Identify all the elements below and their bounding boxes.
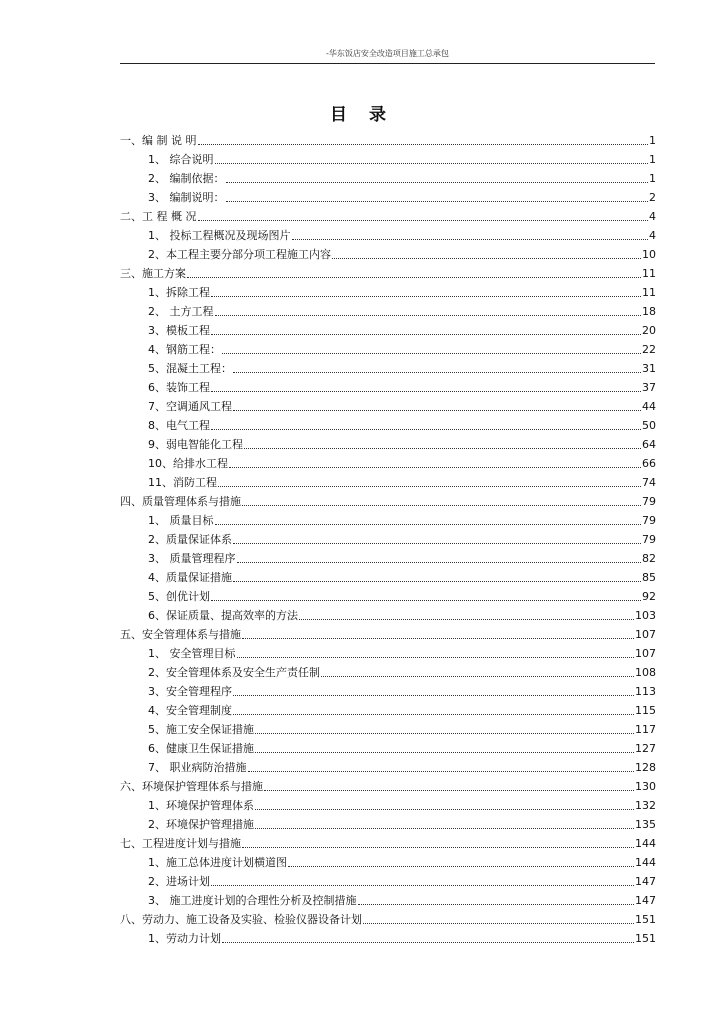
toc-page-number: 31 <box>642 362 656 375</box>
toc-page-number: 82 <box>642 552 656 565</box>
dot-leader <box>358 904 635 905</box>
toc-section-entry[interactable] <box>120 663 656 682</box>
toc-chapter-entry[interactable] <box>120 264 656 283</box>
dot-leader <box>222 942 634 943</box>
toc-entry-label: 6、健康卫生保证措施 <box>148 742 254 755</box>
toc-section-entry[interactable] <box>120 796 656 815</box>
toc-page-number: 115 <box>635 704 656 717</box>
toc-page-number: 135 <box>635 818 656 831</box>
dot-leader <box>237 562 642 563</box>
dot-leader <box>215 315 642 316</box>
dot-leader <box>211 885 634 886</box>
dot-leader <box>211 600 641 601</box>
toc-entry-label: 1、 安全管理目标 <box>148 647 236 660</box>
dot-leader <box>242 847 634 848</box>
toc-entry-label: 三、施工方案 <box>120 267 186 280</box>
toc-section-entry[interactable] <box>120 416 656 435</box>
toc-section-entry[interactable] <box>120 226 656 245</box>
toc-chapter-entry[interactable] <box>120 834 656 853</box>
toc-section-entry[interactable] <box>120 872 656 891</box>
toc-page-number: 1 <box>649 134 656 147</box>
toc-entry-label: 1、环境保护管理体系 <box>148 799 254 812</box>
toc-section-entry[interactable] <box>120 473 656 492</box>
toc-entry-label: 2、安全管理体系及安全生产责任制 <box>148 666 320 679</box>
dot-leader <box>222 353 641 354</box>
toc-page-number: 20 <box>642 324 656 337</box>
dot-leader <box>211 296 641 297</box>
toc-page-number: 107 <box>635 647 656 660</box>
toc-page-number: 144 <box>635 856 656 869</box>
toc-section-entry[interactable] <box>120 568 656 587</box>
dot-leader <box>187 277 641 278</box>
toc-section-entry[interactable] <box>120 530 656 549</box>
toc-page-number: 64 <box>642 438 656 451</box>
toc-section-entry[interactable] <box>120 321 656 340</box>
toc-page-number: 147 <box>635 875 656 888</box>
table-of-contents <box>120 131 656 948</box>
toc-entry-label: 六、环境保护管理体系与措施 <box>120 780 263 793</box>
toc-page-number: 11 <box>642 286 656 299</box>
toc-section-entry[interactable] <box>120 454 656 473</box>
dot-leader <box>211 429 641 430</box>
toc-page-number: 22 <box>642 343 656 356</box>
toc-chapter-entry[interactable] <box>120 625 656 644</box>
toc-page-number: 37 <box>642 381 656 394</box>
toc-chapter-entry[interactable] <box>120 207 656 226</box>
toc-section-entry[interactable] <box>120 150 656 169</box>
dot-leader <box>299 619 634 620</box>
dot-leader <box>198 144 649 145</box>
toc-entry-label: 八、劳动力、施工设备及实验、检验仪器设备计划 <box>120 913 362 926</box>
toc-section-entry[interactable] <box>120 169 656 188</box>
dot-leader <box>226 182 649 183</box>
toc-entry-label: 8、电气工程 <box>148 419 210 432</box>
dot-leader <box>198 220 649 221</box>
dot-leader <box>229 467 641 468</box>
toc-entry-label: 7、空调通风工程 <box>148 400 232 413</box>
dot-leader <box>237 657 635 658</box>
toc-page-number: 128 <box>635 761 656 774</box>
toc-page-number: 4 <box>649 229 656 242</box>
dot-leader <box>244 448 641 449</box>
toc-section-entry[interactable] <box>120 815 656 834</box>
toc-entry-label: 3、安全管理程序 <box>148 685 232 698</box>
dot-leader <box>215 163 649 164</box>
toc-section-entry[interactable] <box>120 359 656 378</box>
toc-page-number: 74 <box>642 476 656 489</box>
dot-leader <box>211 334 641 335</box>
toc-entry-label: 2、本工程主要分部分项工程施工内容 <box>148 248 331 261</box>
toc-page-number: 132 <box>635 799 656 812</box>
toc-page-number: 127 <box>635 742 656 755</box>
toc-page-number: 2 <box>649 191 656 204</box>
page-title: 目 录 <box>330 105 394 125</box>
toc-page-number: 108 <box>635 666 656 679</box>
toc-page-number: 1 <box>649 153 656 166</box>
dot-leader <box>255 809 634 810</box>
toc-page-number: 10 <box>642 248 656 261</box>
dot-leader <box>288 866 634 867</box>
toc-section-entry[interactable] <box>120 340 656 359</box>
toc-entry-label: 4、安全管理制度 <box>148 704 232 717</box>
dot-leader <box>242 638 634 639</box>
toc-entry-label: 6、保证质量、提高效率的方法 <box>148 609 298 622</box>
dot-leader <box>255 752 634 753</box>
toc-page-number: 85 <box>642 571 656 584</box>
toc-page-number: 147 <box>635 894 656 907</box>
toc-entry-label: 2、质量保证体系 <box>148 533 232 546</box>
toc-chapter-entry[interactable] <box>120 777 656 796</box>
toc-page-number: 44 <box>642 400 656 413</box>
toc-page-number: 4 <box>649 210 656 223</box>
dot-leader <box>363 923 634 924</box>
dot-leader <box>215 524 642 525</box>
dot-leader <box>233 543 641 544</box>
toc-section-entry[interactable] <box>120 302 656 321</box>
toc-entry-label: 7、 职业病防治措施 <box>148 761 247 774</box>
toc-page-number: 79 <box>642 533 656 546</box>
toc-section-entry[interactable] <box>120 720 656 739</box>
toc-entry-label: 1、施工总体进度计划横道图 <box>148 856 287 869</box>
toc-entry-label: 5、混凝土工程： <box>148 362 232 375</box>
toc-page-number: 66 <box>642 457 656 470</box>
dot-leader <box>233 410 641 411</box>
toc-entry-label: 2、环境保护管理措施 <box>148 818 254 831</box>
toc-section-entry[interactable] <box>120 682 656 701</box>
toc-entry-label: 2、 编制依据： <box>148 172 225 185</box>
toc-entry-label: 3、 质量管理程序 <box>148 552 236 565</box>
dot-leader <box>255 733 634 734</box>
toc-section-entry[interactable] <box>120 549 656 568</box>
toc-entry-label: 9、弱电智能化工程 <box>148 438 243 451</box>
toc-entry-label: 1、 投标工程概况及现场图片 <box>148 229 291 242</box>
toc-section-entry[interactable] <box>120 245 656 264</box>
toc-entry-label: 3、 编制说明： <box>148 191 225 204</box>
dot-leader <box>255 828 634 829</box>
toc-chapter-entry[interactable] <box>120 131 656 150</box>
toc-page-number: 113 <box>635 685 656 698</box>
toc-entry-label: 二、工 程 概 况 <box>120 210 197 223</box>
toc-page-number: 103 <box>635 609 656 622</box>
toc-entry-label: 1、拆除工程 <box>148 286 210 299</box>
dot-leader <box>233 714 634 715</box>
toc-page-number: 107 <box>635 628 656 641</box>
toc-entry-label: 2、进场计划 <box>148 875 210 888</box>
toc-section-entry[interactable] <box>120 606 656 625</box>
toc-section-entry[interactable] <box>120 853 656 872</box>
toc-section-entry[interactable] <box>120 644 656 663</box>
toc-page-number: 151 <box>635 932 656 945</box>
toc-entry-label: 2、 土方工程 <box>148 305 214 318</box>
toc-entry-label: 10、给排水工程 <box>148 457 228 470</box>
toc-section-entry[interactable] <box>120 397 656 416</box>
toc-page-number: 151 <box>635 913 656 926</box>
toc-section-entry[interactable] <box>120 758 656 777</box>
dot-leader <box>211 391 641 392</box>
toc-page-number: 79 <box>642 495 656 508</box>
toc-entry-label: 4、质量保证措施 <box>148 571 232 584</box>
toc-entry-label: 五、安全管理体系与措施 <box>120 628 241 641</box>
toc-entry-label: 1、 质量目标 <box>148 514 214 527</box>
toc-entry-label: 5、施工安全保证措施 <box>148 723 254 736</box>
page-header: -华东饭店安全改造项目施工总承包 <box>326 49 449 58</box>
toc-entry-label: 1、 综合说明 <box>148 153 214 166</box>
toc-section-entry[interactable] <box>120 739 656 758</box>
toc-page-number: 50 <box>642 419 656 432</box>
toc-section-entry[interactable] <box>120 511 656 530</box>
toc-section-entry[interactable] <box>120 188 656 207</box>
toc-page-number: 18 <box>642 305 656 318</box>
toc-page-number: 79 <box>642 514 656 527</box>
dot-leader <box>218 486 641 487</box>
toc-entry-label: 5、创优计划 <box>148 590 210 603</box>
dot-leader <box>321 676 634 677</box>
dot-leader <box>248 771 635 772</box>
toc-entry-label: 1、劳动力计划 <box>148 932 221 945</box>
toc-page-number: 92 <box>642 590 656 603</box>
toc-page-number: 144 <box>635 837 656 850</box>
dot-leader <box>233 372 641 373</box>
toc-section-entry[interactable] <box>120 891 656 910</box>
toc-entry-label: 6、装饰工程 <box>148 381 210 394</box>
toc-entry-label: 4、钢筋工程： <box>148 343 221 356</box>
header-divider <box>120 63 655 64</box>
toc-page-number: 130 <box>635 780 656 793</box>
toc-entry-label: 七、工程进度计划与措施 <box>120 837 241 850</box>
dot-leader <box>242 505 641 506</box>
toc-entry-label: 3、模板工程 <box>148 324 210 337</box>
toc-section-entry[interactable] <box>120 435 656 454</box>
dot-leader <box>292 239 649 240</box>
dot-leader <box>233 695 634 696</box>
toc-section-entry[interactable] <box>120 701 656 720</box>
toc-section-entry[interactable] <box>120 378 656 397</box>
toc-page-number: 1 <box>649 172 656 185</box>
dot-leader <box>332 258 641 259</box>
toc-entry-label: 3、 施工进度计划的合理性分析及控制措施 <box>148 894 357 907</box>
toc-entry-label: 一、编 制 说 明 <box>120 134 197 147</box>
toc-section-entry[interactable] <box>120 929 656 948</box>
toc-chapter-entry[interactable] <box>120 910 656 929</box>
toc-page-number: 117 <box>635 723 656 736</box>
toc-section-entry[interactable] <box>120 283 656 302</box>
toc-section-entry[interactable] <box>120 587 656 606</box>
toc-page-number: 11 <box>642 267 656 280</box>
toc-entry-label: 11、消防工程 <box>148 476 217 489</box>
toc-chapter-entry[interactable] <box>120 492 656 511</box>
dot-leader <box>226 201 649 202</box>
toc-entry-label: 四、质量管理体系与措施 <box>120 495 241 508</box>
dot-leader <box>264 790 634 791</box>
dot-leader <box>233 581 641 582</box>
